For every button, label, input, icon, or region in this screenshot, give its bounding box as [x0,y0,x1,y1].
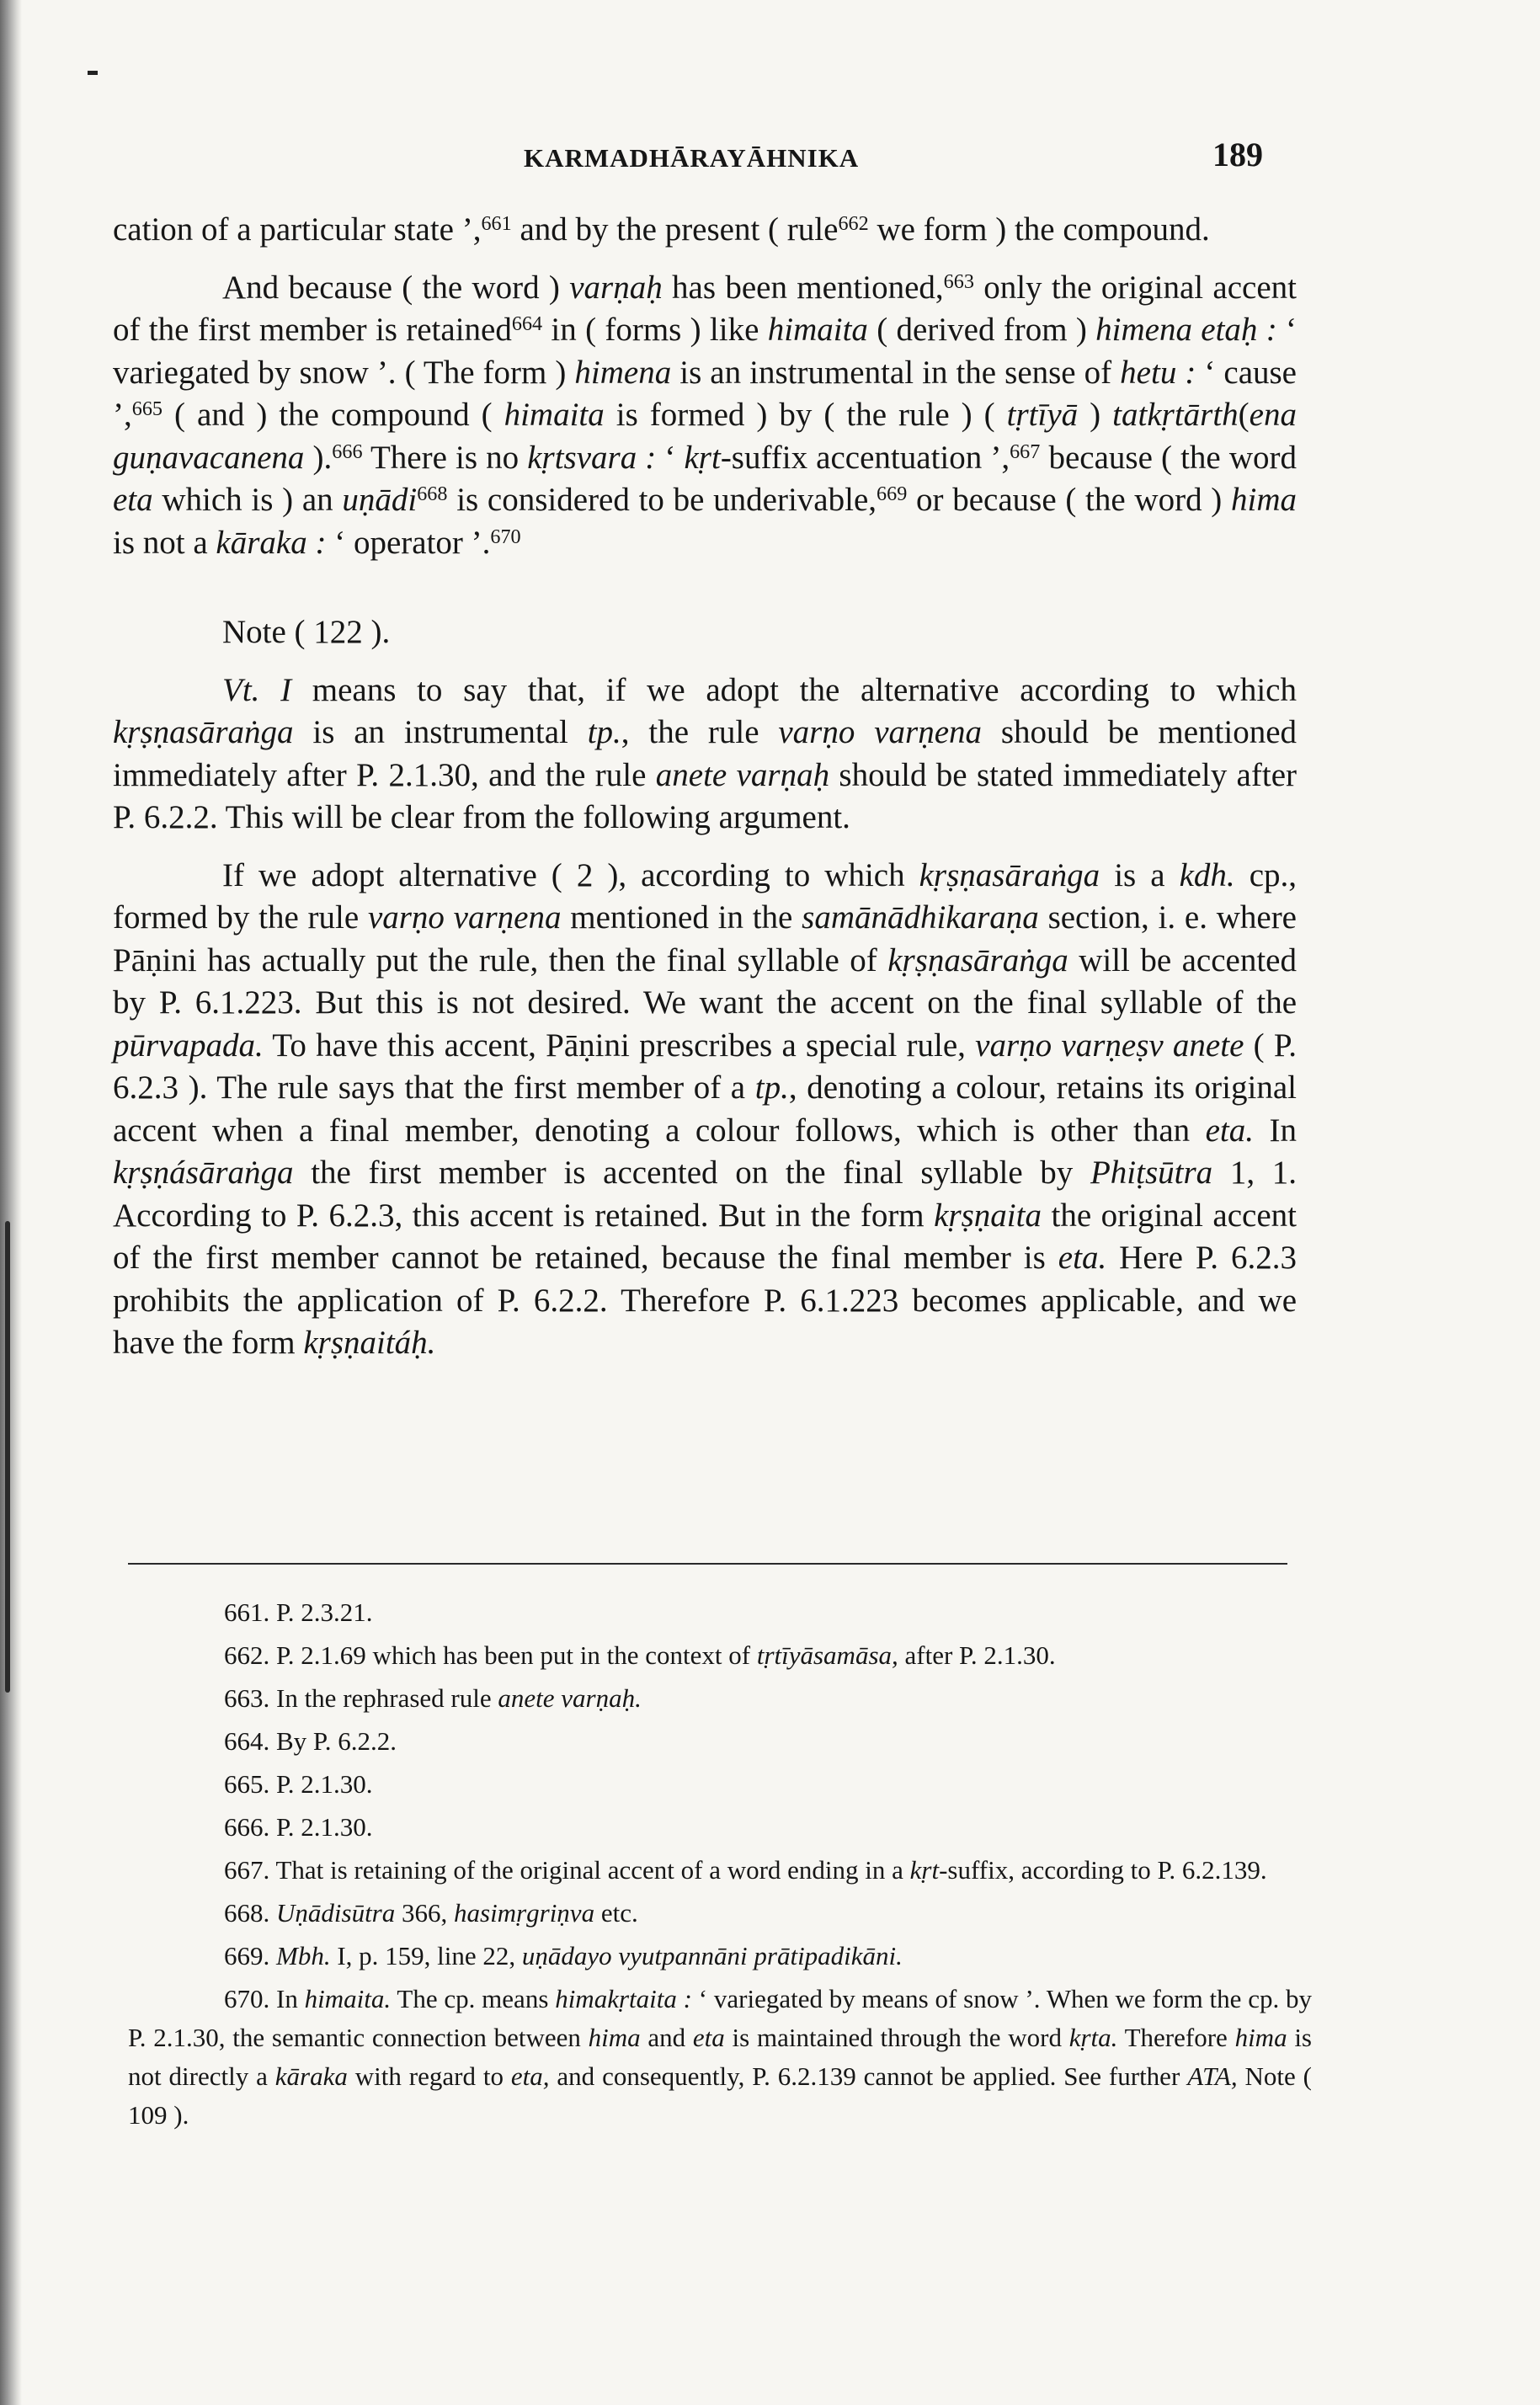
footnote-668: 668. Uṇādisūtra 366, hasimṛgriṇva etc. [224,1898,638,1928]
scan-binding-mark [5,1221,10,1693]
paragraph-alternative-2: If we adopt alternative ( 2 ), according to which kṛṣṇasāraṅga is a kdh. cp., formed by the rule varṇo varṇena mentioned in the samānādhikaraṇa section, i. e. where Pāṇini has actually put the rule, then the final syllable of kṛṣṇasāraṅga will be accented by P. 6.1.223. But this is not desired. We want the accent on the final syllable of the pūrvapada. To have this accent, Pāṇini prescribes a special rule, varṇo varṇeṣv anete ( P. 6.2.3 ). The rule says that the first member of a tp., denoting a colour, retains its original accent when a final member, denoting a colour follows, which is other than eta. In kṛṣṇásāraṅga the first member is accented on the final syllable by Phiṭsūtra 1, 1. According to P. 6.2.3, this accent is retained. But in the form kṛṣṇaita the original accent of the first member cannot be retained, because the final member is eta. Here P. 6.2.3 prohibits the application of P. 6.2.2. Therefore P. 6.1.223 becomes applicable, and we have the form kṛṣṇaitáḥ. [113,856,1298,1361]
paragraph-varnah: And because ( the word ) varṇaḥ has been mentioned,$^{663}$ only the original accent of the first member is retained$^{664}$ in ( forms ) like himaita ( derived from ) himena etaḥ : ‘ variegated by snow ’. ( The form ) himena is an instrumental in the sense of hetu : ‘ cause ’,$^{665}$ ( and ) the compound ( himaita is formed ) by ( the rule ) ( tṛtīyā ) tatkṛtārth(ena guṇavacanena ).$^{666}$ There is no kṛtsvara : ‘ kṛt-suffix accentuation ’,$^{667}$ because ( the word eta which is ) an uṇādi$^{668}$ is considered to be underivable,$^{669}$ or because ( the word ) hima is not a kāraka : ‘ operator ’.$^{670}$ [113,269,1298,561]
footnote-ref[interactable]: 665 [131,397,163,420]
footnote-ref[interactable]: 663 [943,269,974,293]
footnote-ref[interactable]: 670 [490,525,521,548]
running-head: KARMADHĀRAYĀHNIKA [524,143,860,173]
scan-edge-shadow [0,0,22,2405]
footnote-666: 666. P. 2.1.30. [224,1812,373,1842]
footnote-ref[interactable]: 669 [877,482,908,505]
footnote-665: 665. P. 2.1.30. [224,1769,373,1799]
footnote-663: 663. In the rephrased rule anete varṇaḥ. [224,1683,642,1713]
footnote-ref[interactable]: 666 [332,440,363,463]
note-heading: Note ( 122 ). [222,614,391,650]
main-text [113,209,1297,1380]
page-number: 189 [1212,136,1263,173]
footnote-667: 667. That is retaining of the original accent of a word ending in a kṛt-suffix, according to P. 6.2.139. [224,1855,1267,1885]
footnote-separator [128,1563,1287,1565]
footnote-661: 661. P. 2.3.21. [224,1597,373,1627]
footnote-ref[interactable]: 668 [417,482,448,505]
footnote-ref[interactable]: 661 [481,211,512,235]
footnotes [128,1593,1312,2139]
footnote-669: 669. Mbh. I, p. 159, line 22, uṇādayo vyutpannāni prātipadikāni. [224,1941,903,1970]
footnote-664: 664. By P. 6.2.2. [224,1726,397,1756]
paragraph-continuation: cation of a particular state ’,$^{661}$ and by the present ( rule$^{662}$ we form ) the compound. [113,211,1210,248]
footnote-ref[interactable]: 662 [838,211,869,235]
paragraph-vt-i: Vt. I means to say that, if we adopt the alternative according to which kṛṣṇasāraṅga is an instrumental tp., the rule varṇo varṇena should be mentioned immediately after P. 2.1.30, and the rule anete varṇaḥ should be stated immediately after P. 6.2.2. This will be clear from the following argument. [113,671,1298,835]
footnote-662: 662. P. 2.1.69 which has been put in the context of tṛtīyāsamāsa, after P. 2.1.30. [224,1640,1056,1670]
footnote-670: 670. In himaita. The cp. means himakṛtaita : ‘ variegated by means of snow ’. When we form the cp. by P. 2.1.30, the semantic connection between hima and eta is maintained through the word kṛta. Therefore hima is not directly a kāraka with regard to eta, and consequently, P. 6.2.139 cannot be applied. See further ATA, Note ( 109 ). [128,1984,1313,2130]
footnote-ref[interactable]: 667 [1010,440,1041,463]
footnote-ref[interactable]: 664 [511,312,543,335]
scan-speck [88,71,98,75]
